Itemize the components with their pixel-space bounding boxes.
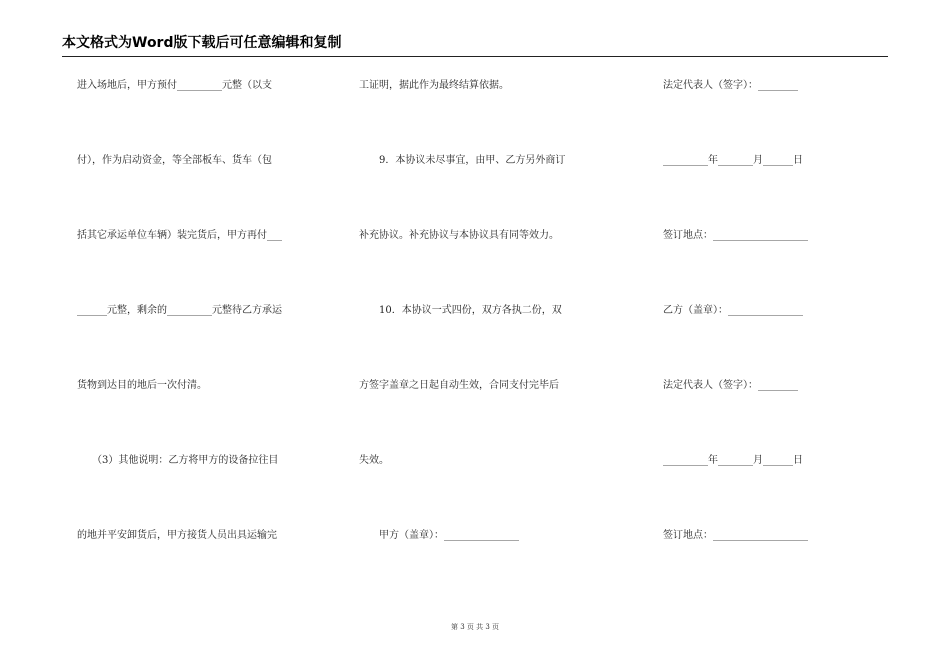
text-line: 付），作为启动资金，等全部板车、货车（包 (77, 155, 272, 166)
text-line: _________年_______月______日 (663, 155, 803, 166)
text-line: 补充协议。补充协议与本协议具有同等效力。 (359, 230, 559, 241)
text-line: 货物到达目的地后一次付清。 (77, 380, 207, 391)
page-number: 第 3 页 共 3 页 (450, 623, 500, 631)
text-line: 进入场地后，甲方预付_________元整（以支 (77, 80, 272, 91)
text-line: 的地并平安卸货后，甲方接货人员出具运输完 (77, 530, 277, 541)
text-line: 10．本协议一式四份，双方各执二份，双 (359, 305, 562, 316)
text-line: 签订地点：___________________ (663, 530, 808, 541)
text-line: ______元整，剩余的_________元整待乙方承运 (77, 305, 282, 316)
text-line: 法定代表人（签字）：________ (663, 380, 798, 391)
text-line: （3）其他说明：乙方将甲方的设备拉往目 (77, 455, 279, 466)
text-line: 括其它承运单位车辆）装完货后，甲方再付___ (77, 230, 282, 241)
header-title: 本文格式为Word版下载后可任意编辑和复制 (62, 35, 342, 51)
text-line: 9．本协议未尽事宜，由甲、乙方另外商订 (359, 155, 566, 166)
text-line: _________年_______月______日 (663, 455, 803, 466)
text-line: 方签字盖章之日起自动生效，合同支付完毕后 (359, 380, 559, 391)
text-line: 甲方（盖章）：_______________ (359, 530, 519, 541)
text-line: 工证明，据此作为最终结算依据。 (359, 80, 509, 91)
text-line: 签订地点：___________________ (663, 230, 808, 241)
text-line: 法定代表人（签字）：________ (663, 80, 798, 91)
text-line: 乙方（盖章）：_______________ (663, 305, 803, 316)
text-line: 失效。 (359, 455, 389, 466)
page-header (62, 34, 888, 57)
